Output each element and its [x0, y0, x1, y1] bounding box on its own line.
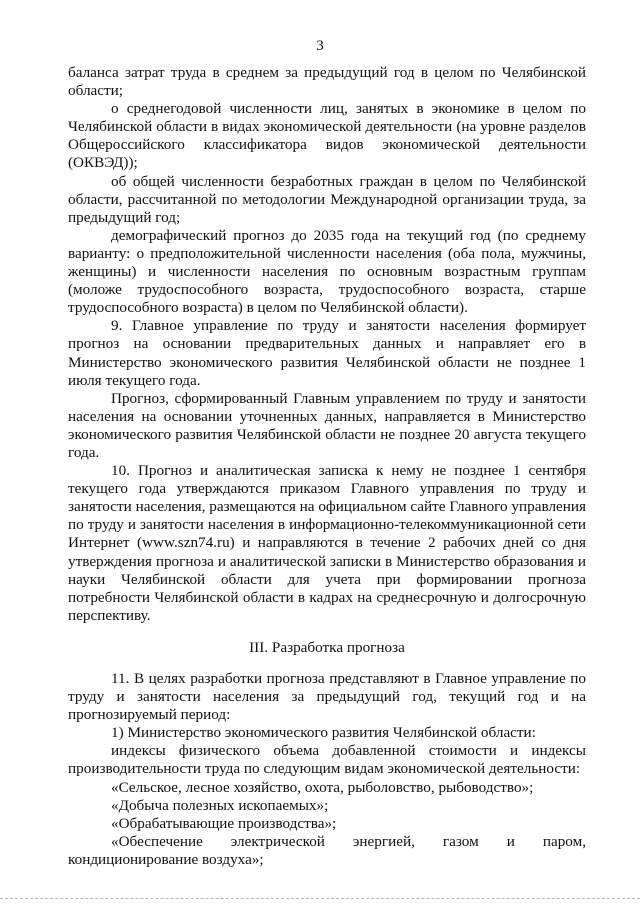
paragraph: об общей численности безработных граждан в целом по Челябинской области, рассчитанной по методологии Международной организации труда, за предыдущий год;	[68, 172, 586, 226]
paragraph: 10. Прогноз и аналитическая записка к нему не позднее 1 сентября текущего года утверждаются приказом Главного управления по труду и занятости населения, размещаются на официальном сайте Главного управления по труду и занятости населения в информационно-телекоммуникационной сети Интернет (www.szn74.ru) и направляются в течение 2 рабочих дней со дня утверждения прогноза и аналитической записки в Министерство образования и науки Челябинской области для учета при формировании прогноза потребности Челябинской области в кадрах на среднесрочную и долгосрочную перспективу.	[68, 462, 587, 624]
paragraph: 9. Главное управление по труду и занятости населения формирует прогноз на основании предварительных данных и направляет его в Министерство экономического развития Челябинской области не позднее 1 июля текущего года.	[68, 317, 586, 389]
section-iii-body	[68, 670, 586, 869]
paragraph: 11. В целях разработки прогноза представляют в Главное управление по труду и занятости населения за предыдущий год, текущий год и на прогнозируемый период:	[68, 670, 586, 724]
paragraph: о среднегодовой численности лиц, занятых в экономике в целом по Челябинской области в видах экономической деятельности (на уровне разделов Общероссийского классификатора видов экономической деятельности (ОКВЭД));	[68, 100, 586, 172]
spacer	[68, 625, 586, 639]
paragraph: «Добыча полезных ископаемых»;	[111, 796, 329, 814]
page-number: 3	[316, 38, 324, 54]
spacer	[68, 657, 586, 670]
paragraph: «Сельское, лесное хозяйство, охота, рыболовство, рыбоводство»;	[111, 778, 534, 796]
paragraph: Прогноз, сформированный Главным управлением по труду и занятости населения на основании уточненных данных, направляется в Министерство экономического развития Челябинской области не позднее 20 августа текущего года.	[68, 389, 586, 461]
paragraph: «Обеспечение электрической энергией, газом и паром, кондиционирование воздуха»;	[68, 832, 586, 868]
section-ii-continuation	[68, 64, 586, 625]
page-edge	[0, 898, 640, 900]
paragraph: 1) Министерство экономического развития Челябинской области:	[111, 724, 536, 742]
paragraph: демографический прогноз до 2035 года на текущий год (по среднему варианту: о предположительной численности населения (оба пола, мужчины, женщины) и численности населения по основным возрастным группам (моложе трудоспособного возраста, трудоспособного возраста, старше трудоспособного возраста) в целом по Челябинской области).	[68, 226, 586, 317]
paragraph: индексы физического объема добавленной стоимости и индексы производительности труда по следующим видам экономической деятельности:	[68, 742, 586, 778]
paragraph: «Обрабатывающие производства»;	[111, 814, 337, 832]
paragraph: баланса затрат труда в среднем за предыдущий год в целом по Челябинской области;	[68, 64, 586, 100]
document-body	[68, 64, 586, 869]
section-heading: III. Разработка прогноза	[249, 638, 405, 656]
